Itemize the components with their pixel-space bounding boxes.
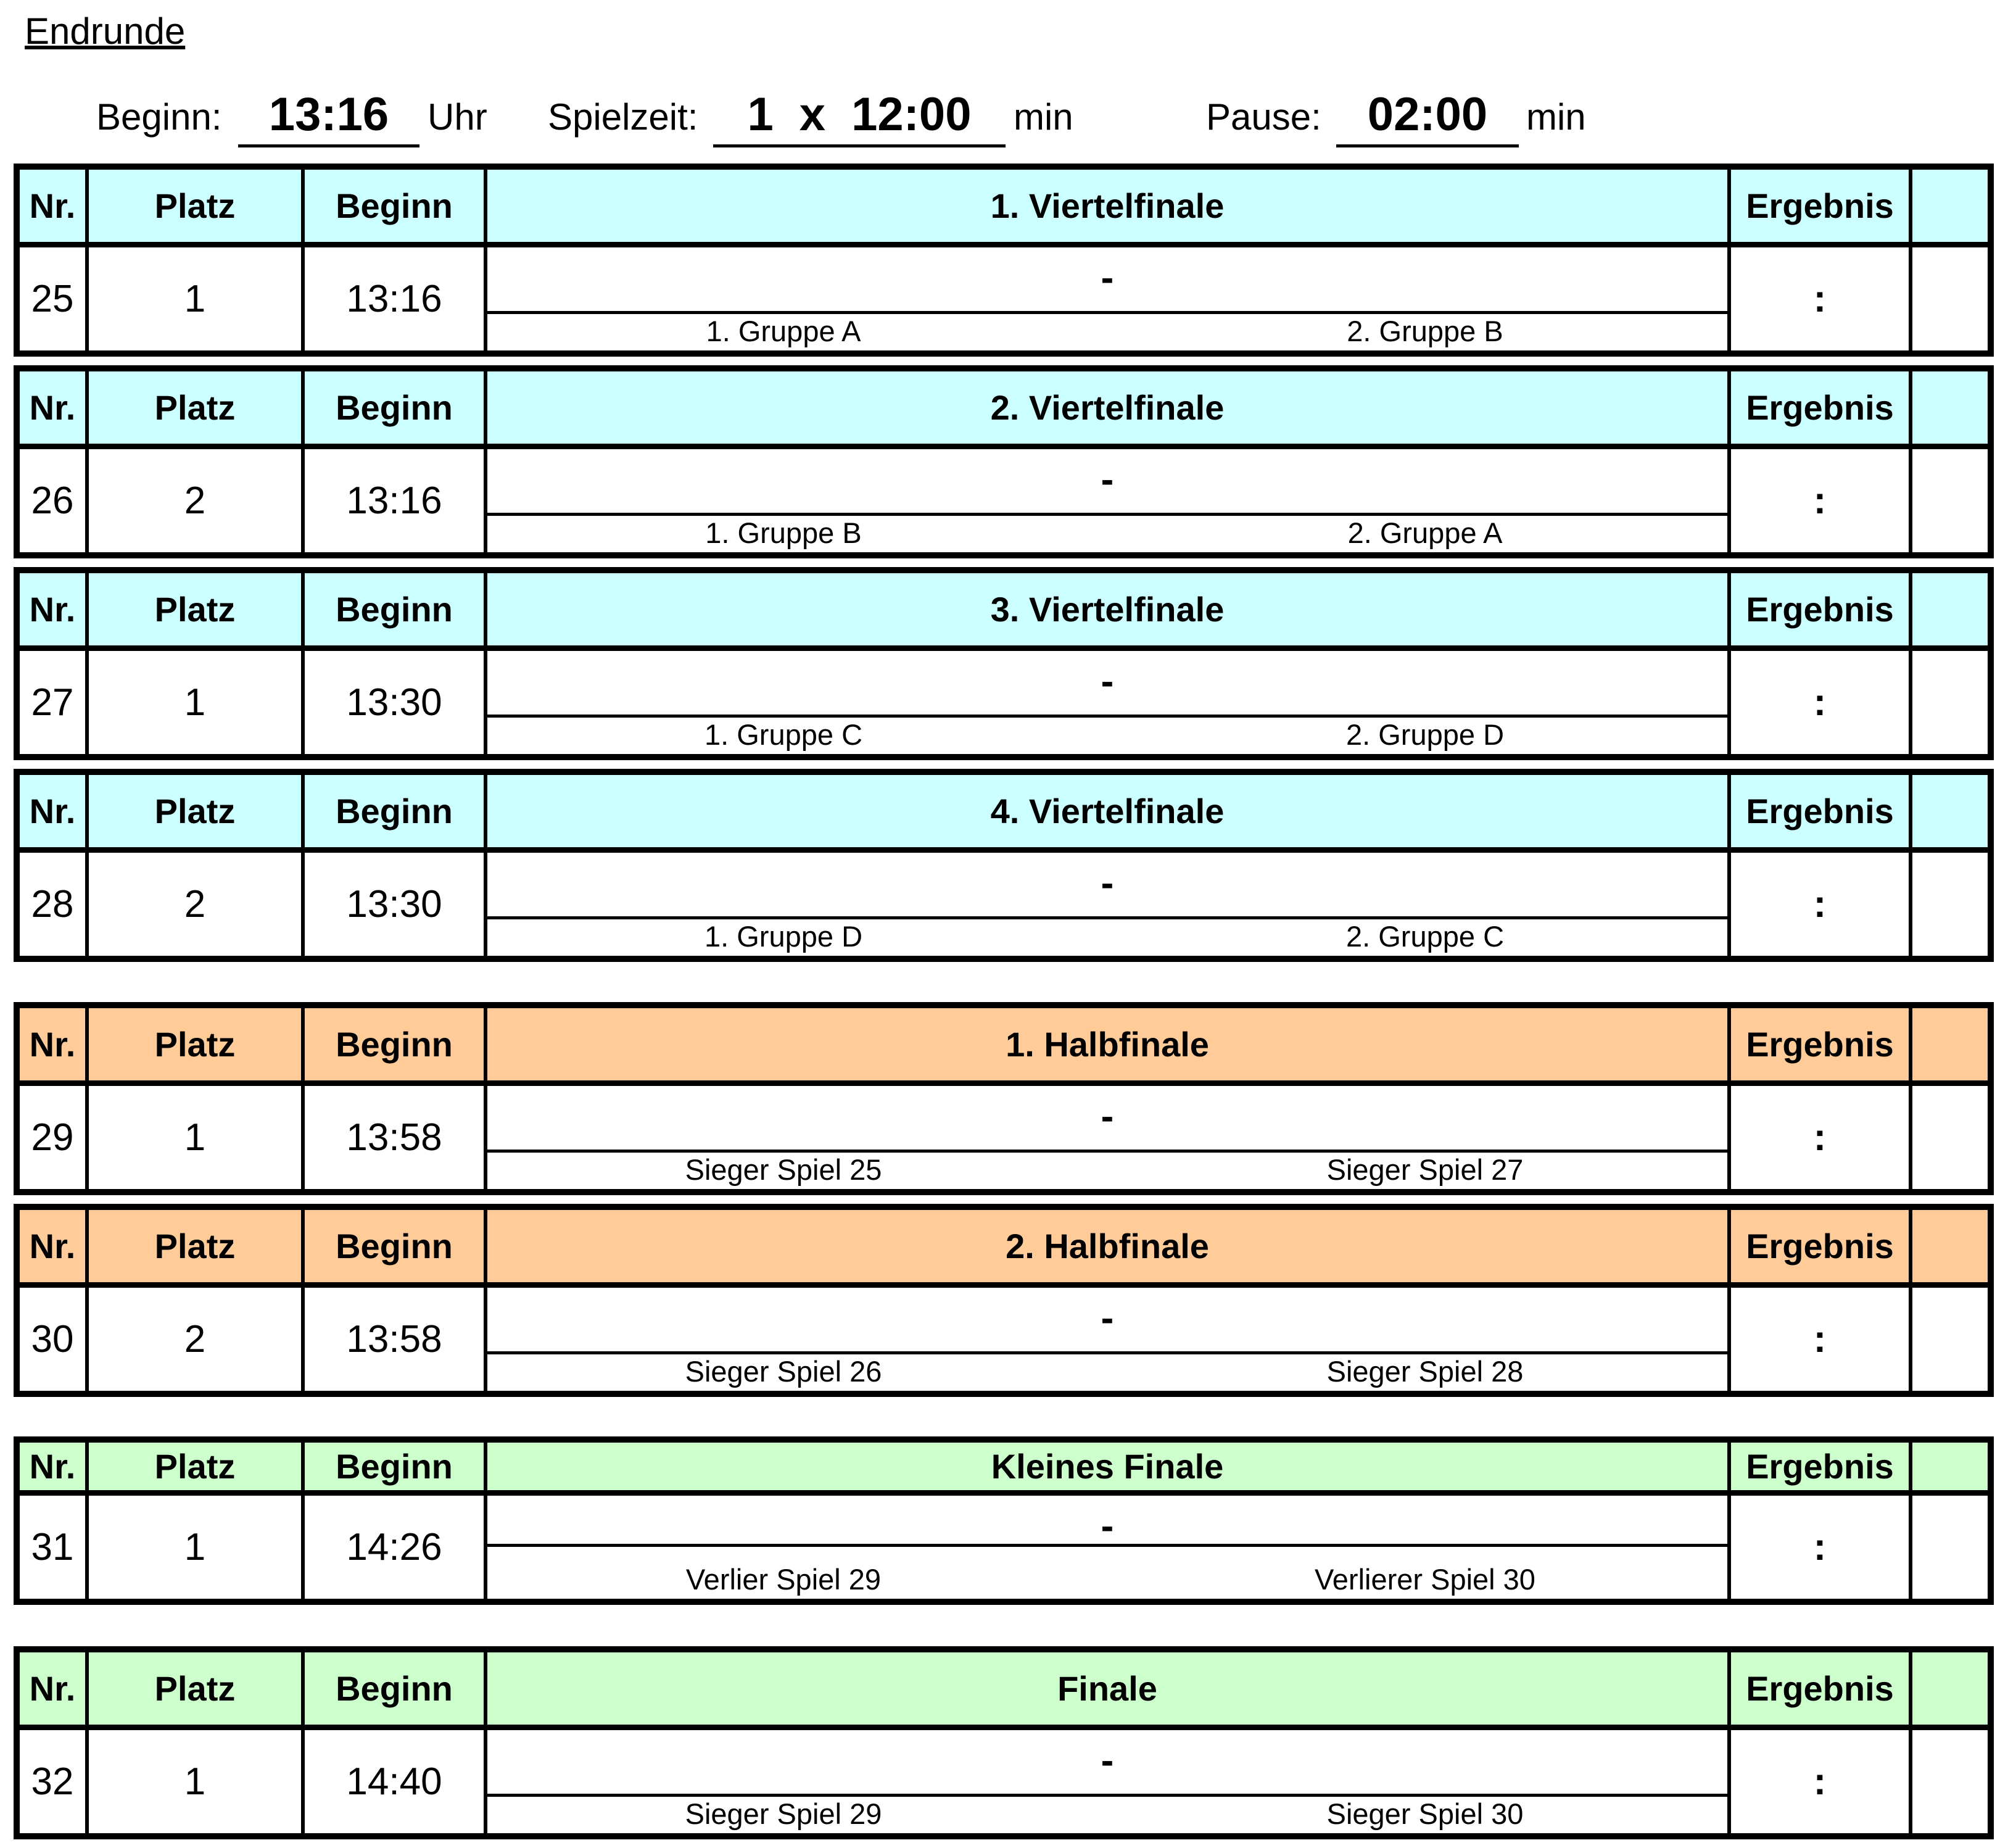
col-platz-header: Platz bbox=[89, 1210, 305, 1282]
match-title: 4. Viertelfinale bbox=[487, 775, 1731, 847]
match-result[interactable]: : bbox=[1731, 1496, 1912, 1599]
spielzeit-x: x bbox=[799, 88, 826, 141]
team-a-label: 1. Gruppe C bbox=[704, 718, 863, 751]
pairing-dash: - bbox=[1101, 660, 1114, 703]
match-pairing[interactable] bbox=[487, 247, 1731, 350]
match-title: 1. Halbfinale bbox=[487, 1008, 1731, 1080]
match-result[interactable]: : bbox=[1731, 1730, 1912, 1833]
match-nr: 28 bbox=[20, 853, 89, 956]
match-platz: 1 bbox=[89, 1496, 305, 1599]
team-b-label: 2. Gruppe A bbox=[1347, 516, 1503, 549]
pairing-dash: - bbox=[1101, 1739, 1114, 1782]
col-beginn-header: Beginn bbox=[305, 573, 487, 645]
match-block bbox=[14, 1002, 1994, 1195]
team-a-label: 1. Gruppe D bbox=[704, 920, 863, 953]
team-a-label: Verlier Spiel 29 bbox=[685, 1563, 882, 1596]
col-ergebnis-header: Ergebnis bbox=[1731, 1652, 1912, 1725]
col-beginn-header: Beginn bbox=[305, 1210, 487, 1282]
header-blank-cell bbox=[1912, 573, 1988, 645]
col-nr-header: Nr. bbox=[20, 1443, 89, 1490]
team-b-label: 2. Gruppe B bbox=[1347, 315, 1503, 347]
extra-blank-cell[interactable] bbox=[1912, 1086, 1988, 1189]
col-beginn-header: Beginn bbox=[305, 371, 487, 444]
pause-value[interactable]: 02:00 bbox=[1336, 85, 1519, 147]
extra-blank-cell[interactable] bbox=[1912, 1730, 1988, 1833]
team-a-label: 1. Gruppe B bbox=[705, 516, 862, 549]
pairing-line bbox=[487, 1544, 1727, 1547]
match-block bbox=[14, 567, 1994, 760]
match-header-row bbox=[20, 1008, 1988, 1086]
pairing-dash: - bbox=[1101, 1505, 1114, 1548]
match-pairing[interactable] bbox=[487, 1086, 1731, 1189]
match-result[interactable]: : bbox=[1731, 1086, 1912, 1189]
match-title: 3. Viertelfinale bbox=[487, 573, 1731, 645]
header-blank-cell bbox=[1912, 775, 1988, 847]
match-beginn: 14:26 bbox=[305, 1496, 487, 1599]
match-body-row bbox=[20, 1288, 1988, 1391]
match-pairing[interactable] bbox=[487, 853, 1731, 956]
team-b-label: Sieger Spiel 30 bbox=[1326, 1797, 1524, 1830]
col-nr-header: Nr. bbox=[20, 371, 89, 444]
beginn-label: Beginn: bbox=[96, 96, 222, 138]
col-platz-header: Platz bbox=[89, 573, 305, 645]
match-block bbox=[14, 769, 1994, 962]
col-beginn-header: Beginn bbox=[305, 1652, 487, 1725]
extra-blank-cell[interactable] bbox=[1912, 1288, 1988, 1391]
match-result[interactable]: : bbox=[1731, 853, 1912, 956]
match-nr: 30 bbox=[20, 1288, 89, 1391]
match-pairing[interactable] bbox=[487, 1496, 1731, 1599]
match-header-row bbox=[20, 1443, 1988, 1496]
match-beginn: 13:58 bbox=[305, 1288, 487, 1391]
pause-unit: min bbox=[1526, 96, 1586, 138]
pairing-dash: - bbox=[1101, 458, 1114, 501]
match-body-row bbox=[20, 449, 1988, 552]
match-title: 2. Viertelfinale bbox=[487, 371, 1731, 444]
match-header-row bbox=[20, 775, 1988, 853]
col-platz-header: Platz bbox=[89, 1008, 305, 1080]
match-platz: 1 bbox=[89, 651, 305, 754]
team-a-label: 1. Gruppe A bbox=[706, 315, 861, 347]
pause-label: Pause: bbox=[1206, 96, 1321, 138]
extra-blank-cell[interactable] bbox=[1912, 853, 1988, 956]
team-b-label: Sieger Spiel 28 bbox=[1326, 1355, 1524, 1388]
match-body-row bbox=[20, 247, 1988, 350]
match-title: 2. Halbfinale bbox=[487, 1210, 1731, 1282]
spielzeit-unit: min bbox=[1014, 96, 1073, 138]
match-nr: 25 bbox=[20, 247, 89, 350]
col-beginn-header: Beginn bbox=[305, 1008, 487, 1080]
col-ergebnis-header: Ergebnis bbox=[1731, 775, 1912, 847]
match-platz: 2 bbox=[89, 449, 305, 552]
col-beginn-header: Beginn bbox=[305, 775, 487, 847]
extra-blank-cell[interactable] bbox=[1912, 1496, 1988, 1599]
spielzeit-duration: 12:00 bbox=[851, 88, 972, 141]
team-a-label: Sieger Spiel 26 bbox=[685, 1355, 882, 1388]
team-b-label: Sieger Spiel 27 bbox=[1326, 1153, 1524, 1186]
col-nr-header: Nr. bbox=[20, 170, 89, 242]
header-blank-cell bbox=[1912, 1652, 1988, 1725]
col-nr-header: Nr. bbox=[20, 1210, 89, 1282]
team-a-label: Sieger Spiel 29 bbox=[685, 1797, 882, 1830]
match-header-row bbox=[20, 170, 1988, 247]
col-nr-header: Nr. bbox=[20, 775, 89, 847]
match-title: Finale bbox=[487, 1652, 1731, 1725]
col-ergebnis-header: Ergebnis bbox=[1731, 1443, 1912, 1490]
col-ergebnis-header: Ergebnis bbox=[1731, 170, 1912, 242]
match-platz: 2 bbox=[89, 853, 305, 956]
match-body-row bbox=[20, 1496, 1988, 1599]
match-header-row bbox=[20, 1652, 1988, 1730]
match-title: Kleines Finale bbox=[487, 1443, 1731, 1490]
match-pairing[interactable] bbox=[487, 651, 1731, 754]
col-platz-header: Platz bbox=[89, 371, 305, 444]
spielzeit-label: Spielzeit: bbox=[548, 96, 698, 138]
match-result[interactable]: : bbox=[1731, 651, 1912, 754]
match-result[interactable]: : bbox=[1731, 247, 1912, 350]
col-platz-header: Platz bbox=[89, 170, 305, 242]
team-b-label: Verlierer Spiel 30 bbox=[1315, 1563, 1535, 1596]
match-body-row bbox=[20, 651, 1988, 754]
match-block bbox=[14, 1204, 1994, 1397]
match-body-row bbox=[20, 1730, 1988, 1833]
match-block bbox=[14, 1436, 1994, 1605]
match-beginn: 14:40 bbox=[305, 1730, 487, 1833]
extra-blank-cell[interactable] bbox=[1912, 651, 1988, 754]
col-ergebnis-header: Ergebnis bbox=[1731, 371, 1912, 444]
match-nr: 27 bbox=[20, 651, 89, 754]
match-nr: 26 bbox=[20, 449, 89, 552]
match-pairing[interactable] bbox=[487, 1730, 1731, 1833]
match-nr: 32 bbox=[20, 1730, 89, 1833]
match-block bbox=[14, 164, 1994, 357]
spielzeit-count: 1 bbox=[747, 88, 774, 141]
team-b-label: 2. Gruppe D bbox=[1345, 718, 1505, 751]
beginn-value[interactable]: 13:16 bbox=[238, 85, 419, 147]
pairing-dash: - bbox=[1101, 1095, 1114, 1138]
match-beginn: 13:58 bbox=[305, 1086, 487, 1189]
extra-blank-cell[interactable] bbox=[1912, 449, 1988, 552]
col-nr-header: Nr. bbox=[20, 1652, 89, 1725]
col-ergebnis-header: Ergebnis bbox=[1731, 573, 1912, 645]
col-ergebnis-header: Ergebnis bbox=[1731, 1210, 1912, 1282]
extra-blank-cell[interactable] bbox=[1912, 247, 1988, 350]
match-platz: 1 bbox=[89, 247, 305, 350]
team-a-label: Sieger Spiel 25 bbox=[685, 1153, 882, 1186]
match-block bbox=[14, 365, 1994, 558]
header-blank-cell bbox=[1912, 170, 1988, 242]
pairing-dash: - bbox=[1101, 1297, 1114, 1340]
match-result[interactable]: : bbox=[1731, 1288, 1912, 1391]
match-platz: 2 bbox=[89, 1288, 305, 1391]
match-nr: 31 bbox=[20, 1496, 89, 1599]
page-title: Endrunde bbox=[25, 10, 186, 52]
match-header-row bbox=[20, 573, 1988, 651]
match-title: 1. Viertelfinale bbox=[487, 170, 1731, 242]
match-pairing[interactable] bbox=[487, 449, 1731, 552]
match-beginn: 13:16 bbox=[305, 449, 487, 552]
spielzeit-value[interactable] bbox=[713, 85, 1006, 147]
col-ergebnis-header: Ergebnis bbox=[1731, 1008, 1912, 1080]
pairing-dash: - bbox=[1101, 257, 1114, 299]
team-b-label: 2. Gruppe C bbox=[1345, 920, 1505, 953]
match-header-row bbox=[20, 371, 1988, 449]
match-platz: 1 bbox=[89, 1730, 305, 1833]
beginn-unit: Uhr bbox=[428, 96, 487, 138]
match-block bbox=[14, 1646, 1994, 1839]
match-platz: 1 bbox=[89, 1086, 305, 1189]
match-body-row bbox=[20, 1086, 1988, 1189]
col-platz-header: Platz bbox=[89, 1443, 305, 1490]
pairing-dash: - bbox=[1101, 862, 1114, 905]
match-beginn: 13:30 bbox=[305, 651, 487, 754]
col-nr-header: Nr. bbox=[20, 573, 89, 645]
header-blank-cell bbox=[1912, 1210, 1988, 1282]
col-platz-header: Platz bbox=[89, 775, 305, 847]
header-blank-cell bbox=[1912, 371, 1988, 444]
col-platz-header: Platz bbox=[89, 1652, 305, 1725]
col-beginn-header: Beginn bbox=[305, 170, 487, 242]
match-pairing[interactable] bbox=[487, 1288, 1731, 1391]
header-blank-cell bbox=[1912, 1443, 1988, 1490]
match-header-row bbox=[20, 1210, 1988, 1288]
match-nr: 29 bbox=[20, 1086, 89, 1189]
header-blank-cell bbox=[1912, 1008, 1988, 1080]
match-body-row bbox=[20, 853, 1988, 956]
match-beginn: 13:16 bbox=[305, 247, 487, 350]
col-beginn-header: Beginn bbox=[305, 1443, 487, 1490]
match-beginn: 13:30 bbox=[305, 853, 487, 956]
col-nr-header: Nr. bbox=[20, 1008, 89, 1080]
match-result[interactable]: : bbox=[1731, 449, 1912, 552]
